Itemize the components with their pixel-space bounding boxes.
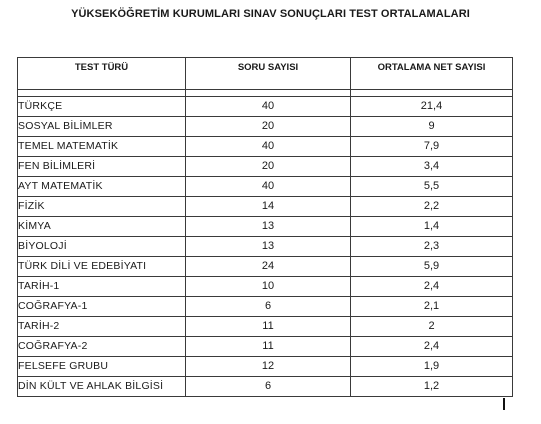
table-row <box>18 377 513 397</box>
table-header-row <box>18 58 513 90</box>
cell-question-count: 6 <box>186 297 351 317</box>
header-average-net: ORTALAMA NET SAYISI <box>351 58 513 90</box>
cell-test-type: KİMYA <box>18 217 186 237</box>
cell-average-net: 7,9 <box>351 137 513 157</box>
table-spacer-row <box>18 90 513 97</box>
cell-average-net: 2,3 <box>351 237 513 257</box>
cell-question-count: 13 <box>186 217 351 237</box>
table-row <box>18 97 513 117</box>
cell-test-type: FİZİK <box>18 197 186 217</box>
table-row <box>18 277 513 297</box>
cell-test-type: SOSYAL BİLİMLER <box>18 117 186 137</box>
cell-average-net: 1,4 <box>351 217 513 237</box>
cell-test-type: BİYOLOJİ <box>18 237 186 257</box>
cell-test-type: DİN KÜLT VE AHLAK BİLGİSİ <box>18 377 186 397</box>
table-row <box>18 237 513 257</box>
spacer-cell <box>351 90 513 97</box>
cell-question-count: 40 <box>186 177 351 197</box>
cell-test-type: COĞRAFYA-2 <box>18 337 186 357</box>
cell-question-count: 40 <box>186 97 351 117</box>
cell-question-count: 11 <box>186 337 351 357</box>
cell-test-type: TARİH-1 <box>18 277 186 297</box>
spacer-cell <box>186 90 351 97</box>
cell-test-type: TÜRKÇE <box>18 97 186 117</box>
cell-average-net: 5,5 <box>351 177 513 197</box>
cell-question-count: 20 <box>186 117 351 137</box>
spacer-cell <box>18 90 186 97</box>
table-row <box>18 337 513 357</box>
cell-average-net: 3,4 <box>351 157 513 177</box>
table-row <box>18 157 513 177</box>
cell-test-type: TÜRK DİLİ VE EDEBİYATI <box>18 257 186 277</box>
table-row <box>18 197 513 217</box>
cell-test-type: COĞRAFYA-1 <box>18 297 186 317</box>
cell-average-net: 2,1 <box>351 297 513 317</box>
cell-question-count: 6 <box>186 377 351 397</box>
cell-question-count: 24 <box>186 257 351 277</box>
cell-test-type: TARİH-2 <box>18 317 186 337</box>
header-question-count: SORU SAYISI <box>186 58 351 90</box>
table-row <box>18 117 513 137</box>
cell-test-type: FELSEFE GRUBU <box>18 357 186 377</box>
table-row <box>18 257 513 277</box>
cell-question-count: 20 <box>186 157 351 177</box>
cell-question-count: 10 <box>186 277 351 297</box>
table-row <box>18 317 513 337</box>
results-table <box>17 57 513 397</box>
cell-average-net: 5,9 <box>351 257 513 277</box>
cell-average-net: 1,9 <box>351 357 513 377</box>
cell-question-count: 12 <box>186 357 351 377</box>
cell-average-net: 21,4 <box>351 97 513 117</box>
table-row <box>18 357 513 377</box>
table-row <box>18 297 513 317</box>
cell-average-net: 2,4 <box>351 277 513 297</box>
table-row <box>18 217 513 237</box>
cell-question-count: 14 <box>186 197 351 217</box>
table-row <box>18 137 513 157</box>
cell-average-net: 2 <box>351 317 513 337</box>
cell-question-count: 11 <box>186 317 351 337</box>
cell-average-net: 9 <box>351 117 513 137</box>
cell-test-type: FEN BİLİMLERİ <box>18 157 186 177</box>
cell-question-count: 13 <box>186 237 351 257</box>
text-cursor-mark <box>503 398 505 410</box>
cell-test-type: AYT MATEMATİK <box>18 177 186 197</box>
header-test-type: TEST TÜRÜ <box>18 58 186 90</box>
cell-question-count: 40 <box>186 137 351 157</box>
table-row <box>18 177 513 197</box>
page-title: YÜKSEKÖĞRETİM KURUMLARI SINAV SONUÇLARI TEST ORTALAMALARI <box>71 8 470 20</box>
cell-test-type: TEMEL MATEMATİK <box>18 137 186 157</box>
cell-average-net: 2,2 <box>351 197 513 217</box>
cell-average-net: 2,4 <box>351 337 513 357</box>
cell-average-net: 1,2 <box>351 377 513 397</box>
